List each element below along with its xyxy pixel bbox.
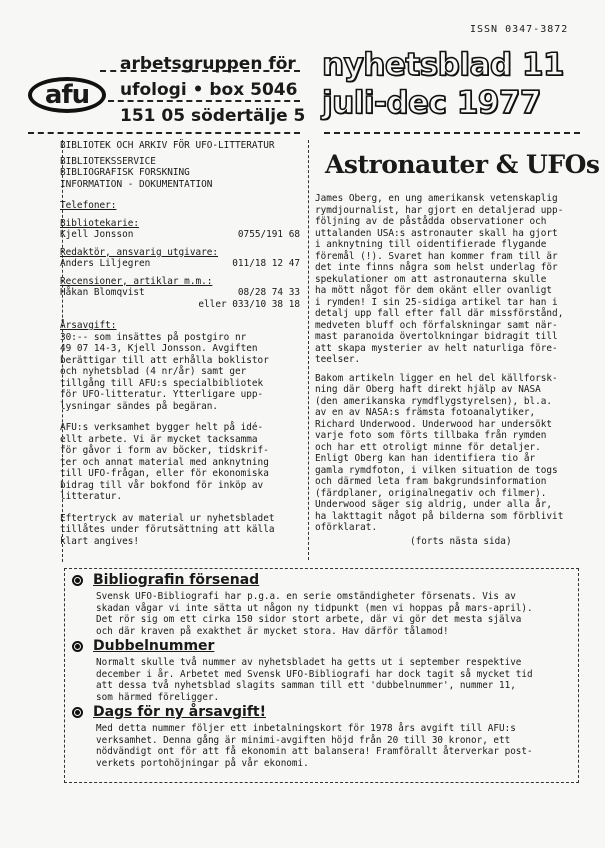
article-line: av en av NASA:s främsta fotoanalytiker, [315,407,536,418]
arbete-line: till UFO-frågan, eller för ekonomiska [60,468,269,479]
section-heading-row [72,572,572,588]
article-line: spekulationer om att astronauterna skulle [315,273,547,285]
article-line: och har ett otroligt minne för detaljer. [315,441,541,453]
eftertryck-line: klart angives! [60,535,140,547]
section-heading: Dubbelnummer [93,638,215,654]
article-line: och därmed leta fram bakgrundsinformation [315,476,547,487]
header-line-3: 151 05 södertälje 5 [120,106,306,126]
intro-line: BIBLIOTEKSSERVICE [60,155,156,167]
article-line: det inte finns några som helst underlag för [315,262,558,273]
section-line: verkets portohöjningar på vår ekonomi. [96,758,309,770]
section-line: som härmed föreligger. [96,692,220,704]
arsavgift-line: 30:-- som insättes på postgiro nr [60,331,247,343]
bibliotekarie-row [60,229,300,241]
intro-line: INFORMATION - DOKUMENTATION [60,178,213,190]
issn-number: ISSN 0347-3872 [470,24,569,35]
afu-logo [28,77,106,113]
intro-line: BIBLIOTEK OCH ARKIV FÖR UFO-LITTERATUR [60,140,275,151]
section-heading: Bibliografin försenad [93,572,260,588]
column-divider [308,140,309,560]
article-line: detalj upp fall efter fall där missförstånd, [315,308,564,319]
arsavgift-line: 49 07 14-3, Kjell Jonsson. Avgiften [60,343,258,354]
section-line: Det rör sig om ett cirka 150 sidor stort arbete, där vi gör det mesta själva [96,614,522,626]
article-line: Bakom artikeln ligger en hel del källforsk- [315,372,558,384]
section-arsavgift [72,704,572,770]
section-body [72,723,572,770]
bullet-icon [72,575,83,586]
eftertryck-line: tillåtes under förutsättning att källa [60,524,275,535]
article-line: mast paranoida övertolkningar bidragit till [315,331,558,342]
article-body [315,193,595,547]
arbete-line: ellt arbete. Vi är mycket tacksamma [60,433,258,445]
bullet-icon [72,707,83,718]
header-rule-bottom [28,132,300,134]
arbete-line: för gåvor i form av böcker, tidskrif- [60,445,269,456]
section-line: skadan vågar vi inte sätta ut någon ny tidpunkt (men vi hoppas på mars-april). [96,602,533,614]
masthead-issue: nyhetsblad 11 [322,47,564,83]
arbete-line: bidrag till vår bokfond för inköp av [60,479,264,491]
section-line: Med detta nummer följer ett inbetalningskort för 1978 års avgift till AFU:s [96,723,516,734]
redaktor-row [60,258,300,270]
article-line: i rymden! I sin 25-sidiga artikel tar han i [315,296,558,308]
recensioner-row [60,287,300,299]
section-heading: Dags för ny årsavgift! [93,704,266,720]
eftertryck-line: Eftertryck av material ur nyhetsbladet [60,512,275,524]
bibliotekarie-label: Bibliotekarie: [60,217,140,229]
article-line: ha mött något för dem okänt eller ovanligt [315,285,553,296]
section-body [72,657,572,704]
article-line: föremål (!). Svaret han kommer fram till är [315,250,558,262]
arbete-line: AFU:s verksamhet bygger helt på idé- [60,422,264,433]
article-line: uttalanden USA:s astronauter skall ha gjort [315,227,558,239]
article-line: ha lakttagit något på bilderna som förblivit [315,510,564,522]
article-line: (färdplaner, originalnegativ och filmer). [315,487,547,499]
redaktor-label: Redaktör, ansvarig utgivare: [60,246,219,258]
header-line-2: ufologi • box 5046 [120,80,298,100]
article-continued: (forts nästa sida) [410,535,512,547]
article-line: Enligt Oberg kan han identifiera tio år [315,453,536,464]
article-line: följning av de påstådda observationer och [315,216,547,227]
arsavgift-line: för UFO-litteratur. Ytterligare upp- [60,389,264,400]
section-line: att dessa två nyhetsblad slagits samman till ett 'dubbelnummer', nummer 11, [96,680,516,692]
article-line: James Oberg, en ung amerikansk vetenskaplig [315,193,558,204]
article-line: oförklarat. [315,522,378,533]
intro-line: BIBLIOGRAFISK FORSKNING [60,167,190,178]
recensioner-label: Recensioner, artiklar m.m.: [60,275,213,287]
article-title: Astronauter & UFOs [325,150,600,179]
arsavgift-line: berättigar till att erhålla boklistor [60,354,269,366]
article-line: varje foto som förts tillbaka från rymden [315,430,547,441]
bibliotekarie-phone: 0755/191 68 [237,229,300,240]
article-line: rymdjournalist, har gjort en detaljerad upp- [315,204,564,216]
article-line: (den amerikanska rymdflygstyrelsen), bl.a. [315,395,553,407]
header-line-1: arbetsgruppen för [120,54,296,74]
section-bibliografi [72,572,572,638]
section-heading-row [72,704,572,720]
section-body [72,591,572,638]
article-line: Richard Underwood. Underwood har undersökt [315,418,553,430]
recensioner-phone: 08/28 74 33 [237,287,300,298]
bullet-icon [72,641,83,652]
recensioner-phone-alt: eller 033/10 38 18 [198,298,300,310]
masthead-date: juli-dec 1977 [322,85,541,121]
article-line: medveten bluff och förfalskningar samt när- [315,319,558,331]
section-line: verksamhet. Denna gång är minimi-avgiften höjd från 20 till 30 kronor, ett [96,734,511,746]
section-line: Svensk UFO-Bibliografi har p.g.a. en serie omständigheter försenats. Vis av [96,591,516,602]
article-line: Underwood säger sig aldrig, under alla år, [315,499,553,510]
section-dubbelnummer [72,638,572,704]
section-heading-row [72,638,572,654]
section-line: december i år. Arbetet med Svensk UFO-Bibliografi har dock tagit så mycket tid [96,668,533,680]
arbete-line: litteratur. [60,491,123,502]
masthead-rule [324,132,580,134]
section-line: och där kraven på exakthet är mycket stora. Hav därför tålamod! [96,626,449,638]
arsavgift-line: tillgång till AFU:s specialbibliotek [60,377,264,389]
article-line: att skapa mysterier av helt naturliga före- [315,342,558,354]
telefoner-label: Telefoner: [60,200,117,211]
article-line: teelser. [315,354,361,365]
article-line: ning där Oberg haft direkt hjälp av NASA [315,384,541,395]
arsavgift-line: lysningar sändes på begäran. [60,400,219,412]
article-line: i anknytning till oidentifierade flygande [315,239,547,250]
bibliotekarie-name: Kjell Jonsson [60,229,134,240]
header-rule-mid [108,100,300,102]
section-line: Normalt skulle två nummer av nyhetsbladet ha getts ut i september respektive [96,657,522,668]
redaktor-phone: 011/18 12 47 [232,258,300,269]
section-line: nödvändigt ont för att få ekonomin att balansera! Framförallt återverkar post- [96,746,533,758]
recensioner-name: Håkan Blomqvist [60,287,145,298]
redaktor-name: Anders Liljegren [60,258,151,269]
arsavgift-line: och nyhetsblad (4 nr/år) samt ger [60,366,247,377]
left-column [60,140,300,547]
logo-text: afu [44,80,90,110]
article-line: gamla rymdfoton, i vilken situation de togs [315,464,558,476]
arsavgift-label: Årsavgift: [60,320,117,331]
arbete-line: ter och annat material med anknytning [60,456,269,468]
